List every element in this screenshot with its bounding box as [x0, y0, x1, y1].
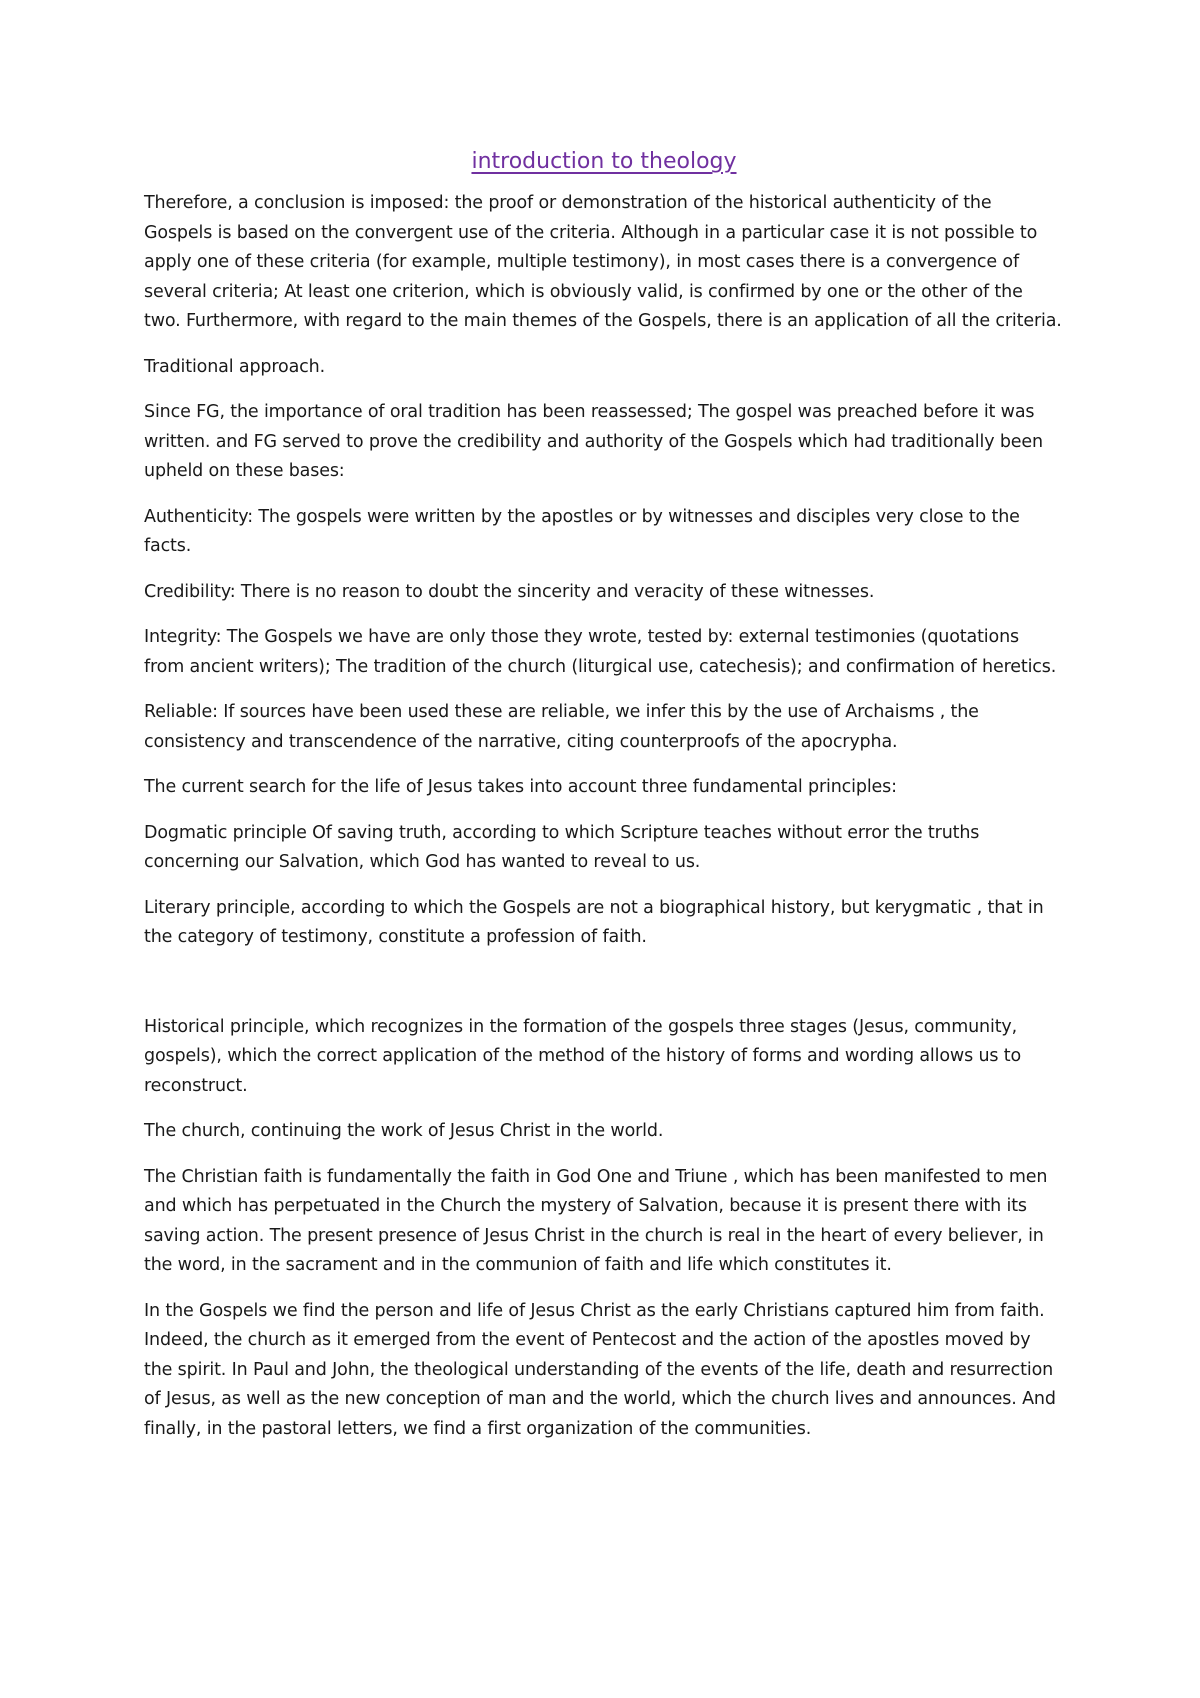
paragraph-christian-faith: The Christian faith is fundamentally the faith in God One and Triune , which has been manifested to men and which has perpetuated in the Church the mystery of Salvation, because it is present there with its saving action. The present presence of Jesus Christ in the church is real in the heart of every believer, in the word, in the sacrament and in the communion of faith and life which constitutes it.: [144, 1166, 1048, 1275]
page-title: introduction to theology: [471, 149, 737, 174]
paragraph-dogmatic-principle: Dogmatic principle Of saving truth, according to which Scripture teaches without error the truths concerning our Salvation, which God has wanted to reveal to us.: [144, 822, 980, 872]
paragraph-authenticity: Authenticity: The gospels were written by the apostles or by witnesses and disciples very close to the facts.: [144, 506, 1020, 556]
paragraph-historical-principle: Historical principle, which recognizes in the formation of the gospels three stages (Jesus, community, gospels), which the correct application of the method of the history of forms and wording allows us to reconstruct.: [144, 1016, 1022, 1096]
paragraph-reliable: Reliable: If sources have been used these are reliable, we infer this by the use of Archaisms , the consistency and transcendence of the narrative, citing counterproofs of the apocrypha.: [144, 702, 979, 752]
paragraph-church-heading: The church, continuing the work of Jesus Christ in the world.: [144, 1121, 664, 1141]
paragraph-credibility: Credibility: There is no reason to doubt the sincerity and veracity of these witnesses.: [144, 581, 875, 602]
paragraph-current-search: The current search for the life of Jesus takes into account three fundamental principles:: [144, 777, 897, 797]
paragraph-literary-principle: Literary principle, according to which the Gospels are not a biographical history, but kerygmatic , that in the category of testimony, constitute a profession of faith.: [144, 897, 1044, 947]
paragraph-traditional-approach: Traditional approach.: [144, 356, 325, 377]
paragraph-integrity: Integrity: The Gospels we have are only those they wrote, tested by: external testimonies (quotations from ancient writers); The tradition of the church (liturgical use, catechesis); and confirmation of heretics.: [144, 627, 1057, 677]
paragraph-convergent-criteria: Therefore, a conclusion is imposed: the proof or demonstration of the historical authenticity of the Gospels is based on the convergent use of the criteria. Although in a particular case it is not possible to apply one of these criteria (for example, multiple testimony), in most cases there is a convergence of several criteria; At least one criterion, which is obviously valid, is confirmed by one or the other of the two. Furthermore, with regard to the main themes of the Gospels, there is an application of all the criteria.: [144, 193, 1062, 331]
blank-line-spacer: [144, 969, 1064, 1013]
document-body: [144, 145, 1064, 1460]
paragraph-oral-tradition: Since FG, the importance of oral tradition has been reassessed; The gospel was preached before it was written. and FG served to prove the credibility and authority of the Gospels which had traditionally been upheld on these bases:: [144, 402, 1043, 481]
paragraph-gospels-person: In the Gospels we find the person and life of Jesus Christ as the early Christians captured him from faith. Indeed, the church as it emerged from the event of Pentecost and the action of the apostles moved by the spirit. In Paul and John, the theological understanding of the events of the life, death and resurrection of Jesus, as well as the new conception of man and the world, which the church lives and announces. And finally, in the pastoral letters, we find a first organization of the communities.: [144, 1300, 1056, 1439]
